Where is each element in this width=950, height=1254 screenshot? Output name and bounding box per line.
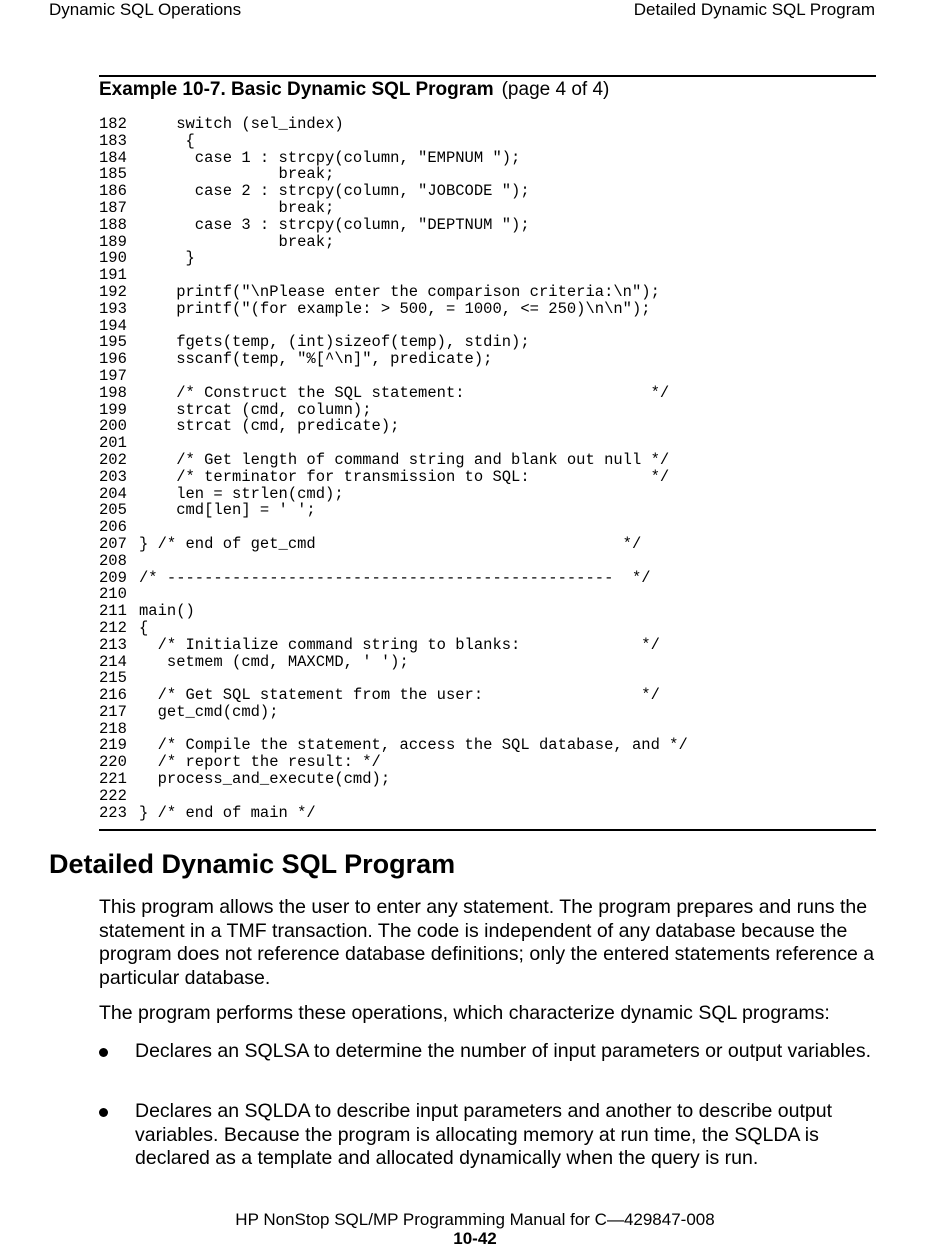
section-title: Detailed Dynamic SQL Program bbox=[49, 849, 456, 879]
code-text: setmem (cmd, MAXCMD, ' '); bbox=[139, 652, 409, 671]
bullet-item bbox=[99, 1100, 879, 1171]
code-text: /* Construct the SQL statement: */ bbox=[139, 383, 670, 402]
code-line bbox=[99, 519, 688, 536]
code-line bbox=[99, 452, 688, 469]
code-line bbox=[99, 721, 688, 738]
code-text: { bbox=[139, 618, 149, 637]
code-text: /* Get length of command string and blank out null */ bbox=[139, 450, 670, 469]
code-text: strcat (cmd, predicate); bbox=[139, 417, 400, 436]
line-number: 192 bbox=[99, 282, 127, 301]
line-number: 218 bbox=[99, 719, 127, 738]
code-text: process_and_execute(cmd); bbox=[139, 770, 391, 789]
code-line bbox=[99, 586, 688, 603]
bullet-text: Declares an SQLSA to determine the number of input parameters or output variables. bbox=[135, 1040, 871, 1062]
code-line bbox=[99, 116, 688, 133]
line-number: 213 bbox=[99, 635, 127, 654]
line-number: 217 bbox=[99, 702, 127, 721]
line-number: 211 bbox=[99, 602, 127, 621]
code-line bbox=[99, 553, 688, 570]
line-number: 223 bbox=[99, 803, 127, 822]
code-line bbox=[99, 166, 688, 183]
code-line bbox=[99, 486, 688, 503]
line-number: 215 bbox=[99, 669, 127, 688]
line-number: 216 bbox=[99, 686, 127, 705]
line-number: 186 bbox=[99, 182, 127, 201]
line-number: 210 bbox=[99, 585, 127, 604]
example-label: Example 10-7. Basic Dynamic SQL Program bbox=[99, 79, 494, 100]
line-number: 198 bbox=[99, 383, 127, 402]
line-number: 212 bbox=[99, 618, 127, 637]
code-text: /* terminator for transmission to SQL: */ bbox=[139, 467, 670, 486]
code-line bbox=[99, 737, 688, 754]
example-top-rule bbox=[99, 75, 876, 77]
running-header-left: Dynamic SQL Operations bbox=[49, 0, 242, 19]
bullet-item bbox=[99, 1040, 879, 1064]
running-header-right: Detailed Dynamic SQL Program bbox=[633, 0, 875, 19]
line-number: 183 bbox=[99, 131, 127, 150]
line-number: 209 bbox=[99, 568, 127, 587]
line-number: 219 bbox=[99, 736, 127, 755]
line-number: 195 bbox=[99, 333, 127, 352]
example-page-indicator: (page 4 of 4) bbox=[501, 79, 610, 100]
code-line bbox=[99, 301, 688, 318]
code-line bbox=[99, 570, 688, 587]
code-text: fgets(temp, (int)sizeof(temp), stdin); bbox=[139, 333, 530, 352]
code-line bbox=[99, 687, 688, 704]
footer-title: HP NonStop SQL/MP Programming Manual for C—429847-008 bbox=[235, 1210, 715, 1229]
code-line bbox=[99, 267, 688, 284]
line-number: 185 bbox=[99, 165, 127, 184]
line-number: 206 bbox=[99, 518, 127, 537]
line-number: 203 bbox=[99, 467, 127, 486]
code-line bbox=[99, 788, 688, 805]
bullet-icon bbox=[99, 1108, 108, 1117]
line-number: 221 bbox=[99, 770, 127, 789]
line-number: 214 bbox=[99, 652, 127, 671]
code-line bbox=[99, 368, 688, 385]
code-line bbox=[99, 620, 688, 637]
code-line bbox=[99, 435, 688, 452]
code-text: strcat (cmd, column); bbox=[139, 400, 372, 419]
line-number: 207 bbox=[99, 534, 127, 553]
code-text: /* Compile the statement, access the SQL database, and */ bbox=[139, 736, 688, 755]
code-text: printf("\nPlease enter the comparison criteria:\n"); bbox=[139, 282, 660, 301]
code-text: cmd[len] = ' '; bbox=[139, 501, 316, 520]
code-line bbox=[99, 334, 688, 351]
code-line bbox=[99, 754, 688, 771]
line-number: 205 bbox=[99, 501, 127, 520]
line-number: 194 bbox=[99, 316, 127, 335]
code-line bbox=[99, 234, 688, 251]
code-line bbox=[99, 469, 688, 486]
code-line bbox=[99, 536, 688, 553]
code-line bbox=[99, 385, 688, 402]
operations-paragraph: The program performs these operations, which characterize dynamic SQL programs: bbox=[99, 1002, 830, 1024]
code-line bbox=[99, 418, 688, 435]
bullet-text: Declares an SQLDA to describe input parameters and another to describe output variables. Because the program is allocating memory at run time, the SQLDA is declared as a template and allocated dynamically when the query is run. bbox=[135, 1100, 832, 1169]
code-line bbox=[99, 318, 688, 335]
code-text: /* Initialize command string to blanks: */ bbox=[139, 635, 660, 654]
code-text: len = strlen(cmd); bbox=[139, 484, 344, 503]
code-line bbox=[99, 402, 688, 419]
code-line bbox=[99, 183, 688, 200]
code-line bbox=[99, 250, 688, 267]
line-number: 197 bbox=[99, 366, 127, 385]
code-line bbox=[99, 284, 688, 301]
code-listing bbox=[99, 116, 688, 821]
line-number: 204 bbox=[99, 484, 127, 503]
code-line bbox=[99, 704, 688, 721]
code-line bbox=[99, 502, 688, 519]
code-text: case 2 : strcpy(column, "JOBCODE "); bbox=[139, 182, 530, 201]
code-line bbox=[99, 150, 688, 167]
line-number: 182 bbox=[99, 115, 127, 133]
code-line bbox=[99, 805, 688, 822]
code-text: /* report the result: */ bbox=[139, 753, 381, 772]
line-number: 187 bbox=[99, 198, 127, 217]
code-line bbox=[99, 670, 688, 687]
code-text: get_cmd(cmd); bbox=[139, 702, 279, 721]
footer-page-number: 10-42 bbox=[453, 1229, 497, 1248]
line-number: 199 bbox=[99, 400, 127, 419]
intro-paragraph: This program allows the user to enter any statement. The program prepares and runs the statement in a TMF transaction. The code is independent of any database because the program does not reference database definitions; only the entered statements reference a particular database. bbox=[99, 896, 875, 989]
code-line bbox=[99, 637, 688, 654]
code-text: } bbox=[139, 249, 195, 268]
line-number: 191 bbox=[99, 266, 127, 285]
line-number: 201 bbox=[99, 434, 127, 453]
code-line bbox=[99, 654, 688, 671]
code-text: break; bbox=[139, 198, 335, 217]
code-line bbox=[99, 133, 688, 150]
code-text: printf("(for example: > 500, = 1000, <= 250)\n\n"); bbox=[139, 299, 651, 318]
bullet-icon bbox=[99, 1048, 108, 1057]
code-text: sscanf(temp, "%[^\n]", predicate); bbox=[139, 350, 493, 369]
code-text: break; bbox=[139, 165, 335, 184]
code-text: case 3 : strcpy(column, "DEPTNUM "); bbox=[139, 215, 530, 234]
line-number: 222 bbox=[99, 786, 127, 805]
code-text: /* ------------------------------------------------ */ bbox=[139, 568, 651, 587]
code-line bbox=[99, 217, 688, 234]
line-number: 202 bbox=[99, 450, 127, 469]
line-number: 189 bbox=[99, 232, 127, 251]
code-line bbox=[99, 351, 688, 368]
line-number: 190 bbox=[99, 249, 127, 268]
code-text: switch (sel_index) bbox=[139, 115, 344, 133]
code-text: case 1 : strcpy(column, "EMPNUM "); bbox=[139, 148, 521, 167]
example-caption bbox=[99, 78, 609, 102]
code-text: } /* end of get_cmd */ bbox=[139, 534, 642, 553]
example-bottom-rule bbox=[99, 829, 876, 831]
line-number: 193 bbox=[99, 299, 127, 318]
code-line bbox=[99, 200, 688, 217]
line-number: 196 bbox=[99, 350, 127, 369]
line-number: 200 bbox=[99, 417, 127, 436]
code-text: break; bbox=[139, 232, 335, 251]
code-text: main() bbox=[139, 602, 195, 621]
code-line bbox=[99, 603, 688, 620]
line-number: 184 bbox=[99, 148, 127, 167]
code-text: } /* end of main */ bbox=[139, 803, 316, 822]
line-number: 188 bbox=[99, 215, 127, 234]
code-line bbox=[99, 771, 688, 788]
code-text: /* Get SQL statement from the user: */ bbox=[139, 686, 660, 705]
code-text: { bbox=[139, 131, 195, 150]
line-number: 220 bbox=[99, 753, 127, 772]
line-number: 208 bbox=[99, 551, 127, 570]
